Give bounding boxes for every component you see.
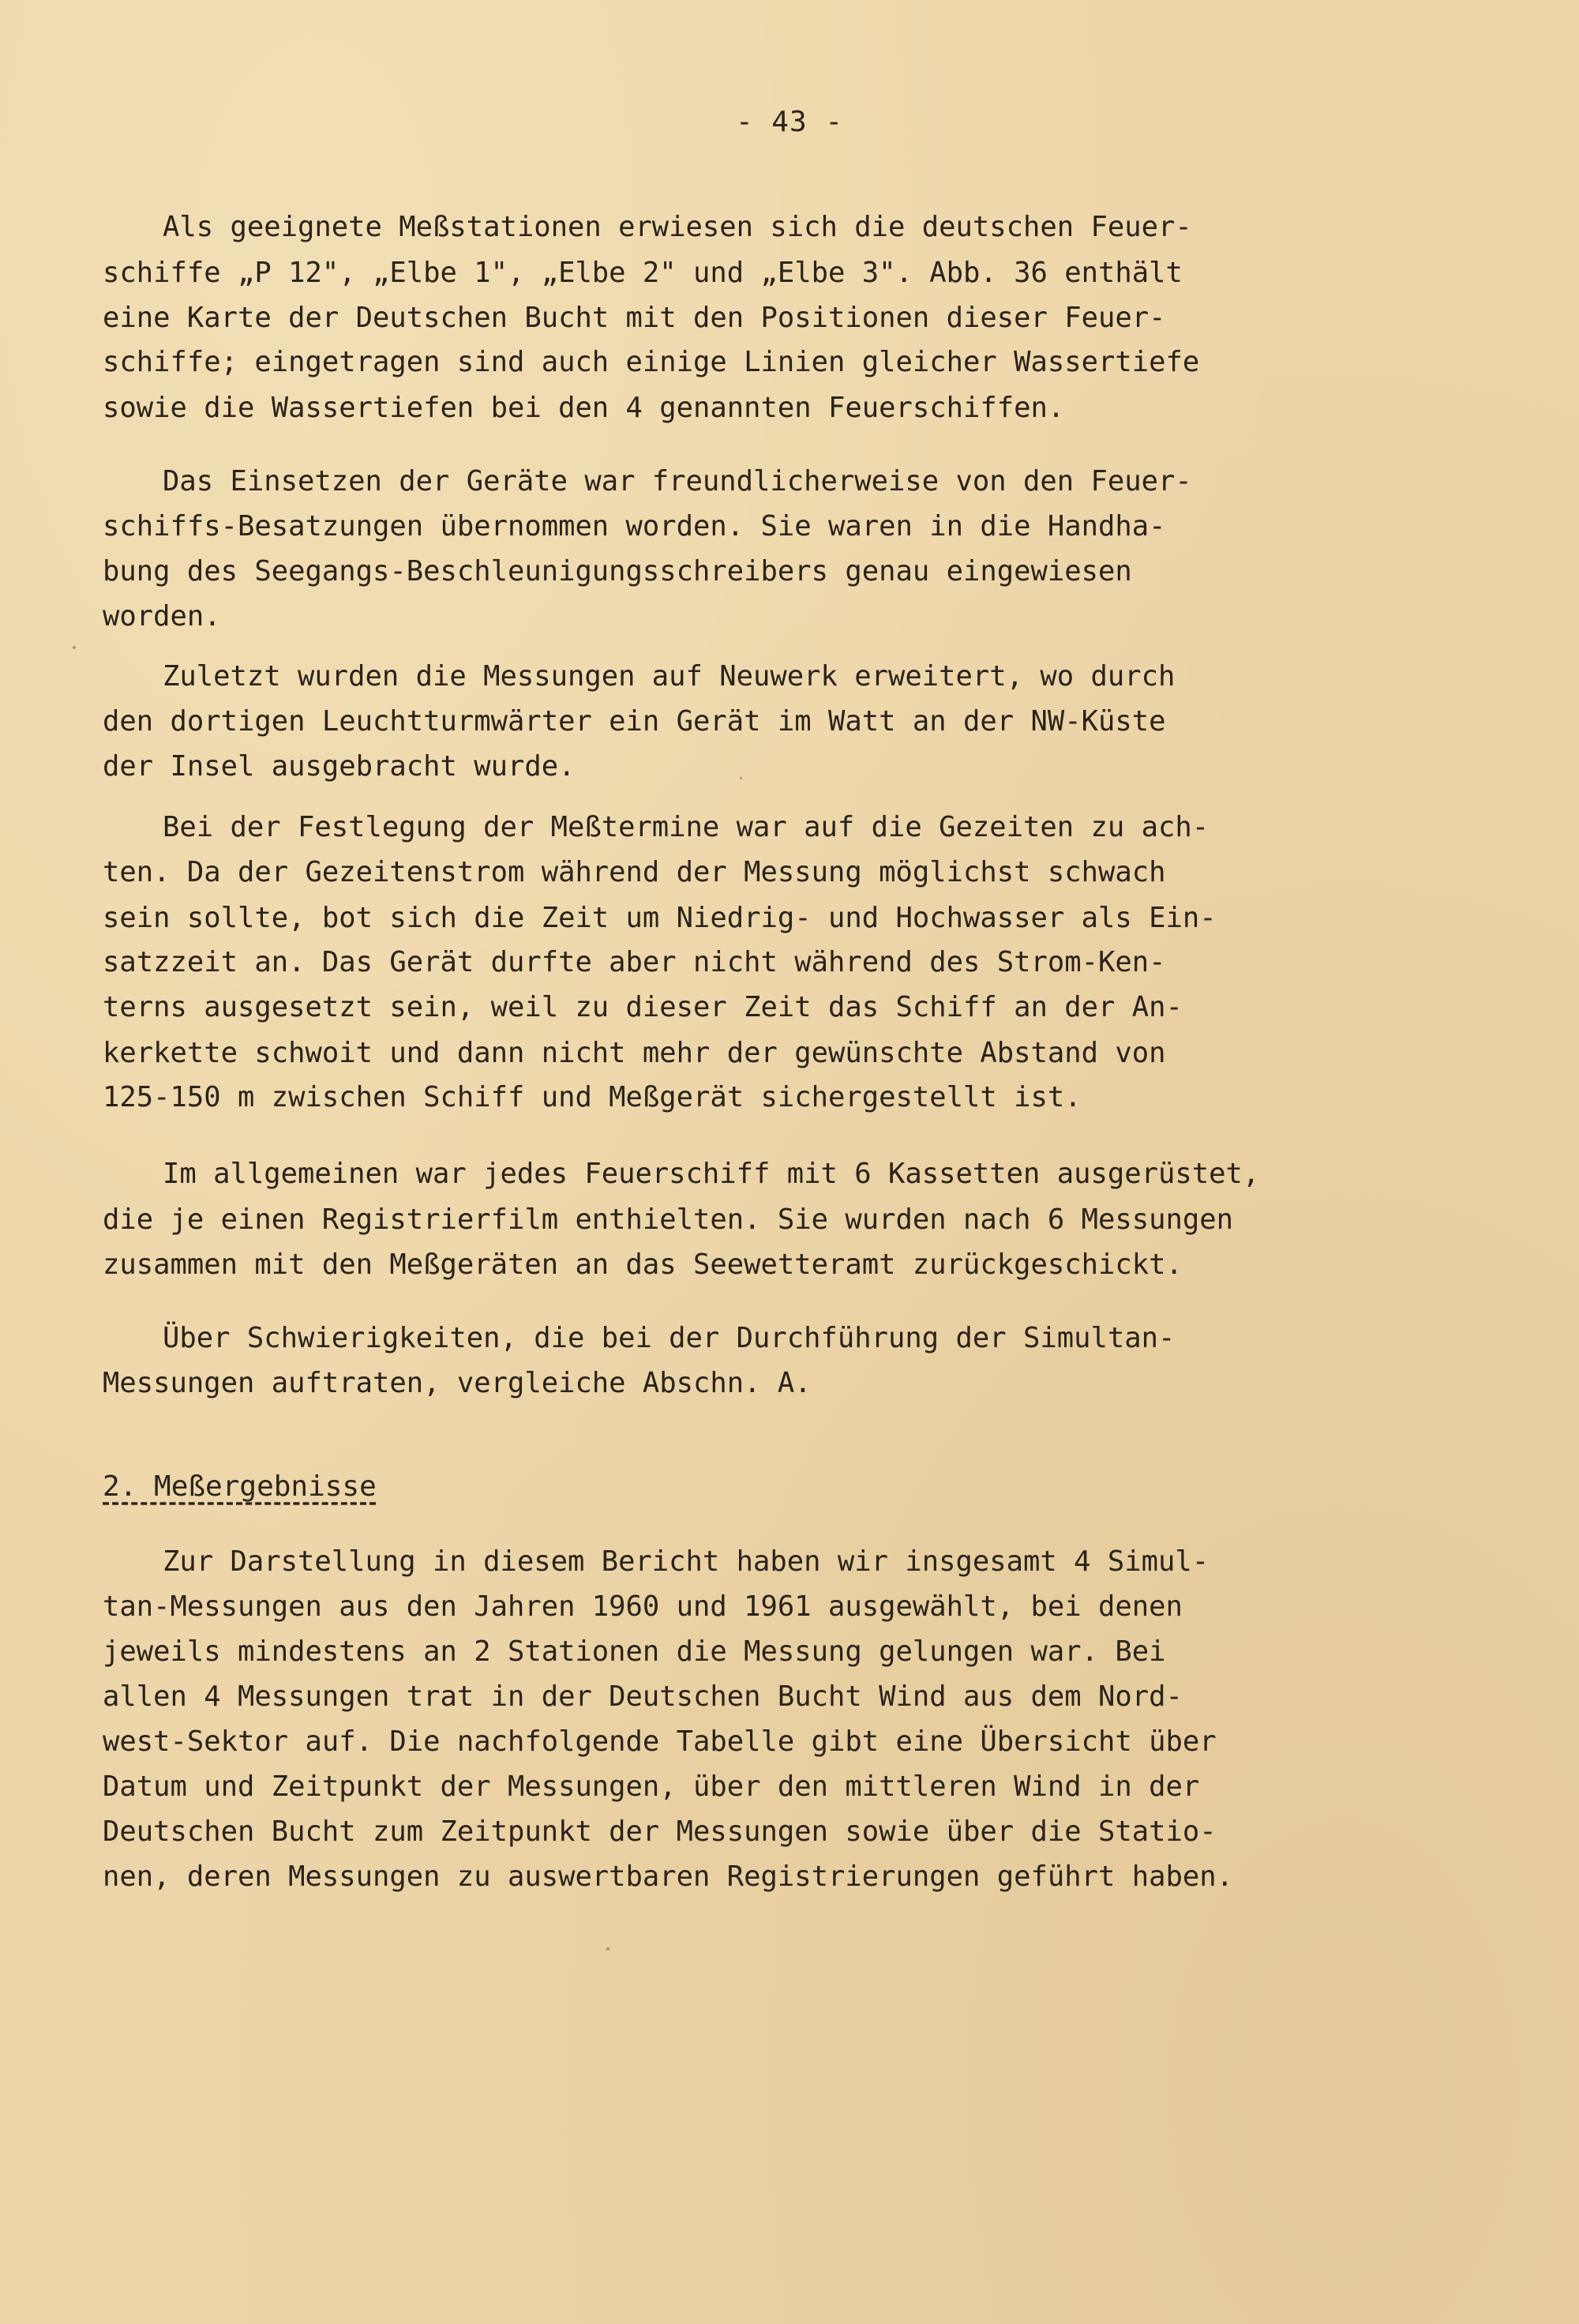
paragraph-5-line: die je einen Registrierfilm enthielten. Sie wurden nach 6 Messungen bbox=[103, 1203, 1233, 1236]
paragraph-3-line: Zuletzt wurden die Messungen auf Neuwerk erweitert, wo durch bbox=[163, 660, 1176, 693]
paragraph-4-line: sein sollte, bot sich die Zeit um Niedrig- und Hochwasser als Ein- bbox=[103, 902, 1217, 934]
paragraph-4-line: kerkette schwoit und dann nicht mehr der gewünschte Abstand von bbox=[103, 1037, 1166, 1069]
paragraph-1-line: schiffe; eingetragen sind auch einige Linien gleicher Wassertiefe bbox=[103, 346, 1200, 378]
paragraph-2-line: schiffs-Besatzungen übernommen worden. Sie waren in die Handha- bbox=[103, 510, 1166, 543]
paper-speck bbox=[73, 646, 76, 649]
paper-speck bbox=[740, 777, 742, 779]
paragraph-5-line: zusammen mit den Meßgeräten an das Seewetteramt zurückgeschickt. bbox=[103, 1248, 1183, 1281]
paragraph-7-line: nen, deren Messungen zu auswertbaren Registrierungen geführt haben. bbox=[103, 1860, 1233, 1893]
paragraph-4-line: terns ausgesetzt sein, weil zu dieser Zeit das Schiff an der An- bbox=[103, 991, 1183, 1023]
paragraph-6-line: Messungen auftraten, vergleiche Abschn. A. bbox=[103, 1367, 812, 1399]
paragraph-6-line: Über Schwierigkeiten, die bei der Durchführung der Simultan- bbox=[163, 1322, 1176, 1354]
paragraph-7-line: allen 4 Messungen trat in der Deutschen Bucht Wind aus dem Nord- bbox=[103, 1680, 1183, 1713]
section-heading: 2. Meßergebnisse bbox=[103, 1470, 377, 1503]
paragraph-5-line: Im allgemeinen war jedes Feuerschiff mit 6 Kassetten ausgerüstet, bbox=[163, 1158, 1260, 1190]
paragraph-7-line: Deutschen Bucht zum Zeitpunkt der Messungen sowie über die Statio- bbox=[103, 1815, 1217, 1848]
page-number: - 43 - bbox=[735, 106, 844, 138]
paper-speck bbox=[606, 1947, 609, 1950]
paragraph-4-line: Bei der Festlegung der Meßtermine war auf die Gezeiten zu ach- bbox=[163, 811, 1210, 843]
paragraph-1-line: Als geeignete Meßstationen erwiesen sich die deutschen Feuer- bbox=[163, 211, 1192, 243]
paragraph-7-line: tan-Messungen aus den Jahren 1960 und 1961 ausgewählt, bei denen bbox=[103, 1590, 1183, 1623]
paragraph-3-line: der Insel ausgebracht wurde. bbox=[103, 750, 576, 783]
paragraph-1-line: eine Karte der Deutschen Bucht mit den Positionen dieser Feuer- bbox=[103, 302, 1166, 334]
paragraph-2-line: Das Einsetzen der Geräte war freundlicherweise von den Feuer- bbox=[163, 465, 1192, 497]
paragraph-2-line: bung des Seegangs-Beschleunigungsschreibers genau eingewiesen bbox=[103, 555, 1132, 588]
paragraph-7-line: jeweils mindestens an 2 Stationen die Messung gelungen war. Bei bbox=[103, 1635, 1166, 1668]
paragraph-7-line: Zur Darstellung in diesem Bericht haben wir insgesamt 4 Simul- bbox=[163, 1545, 1210, 1578]
paragraph-7-line: Datum und Zeitpunkt der Messungen, über den mittleren Wind in der bbox=[103, 1770, 1200, 1803]
paragraph-7-line: west-Sektor auf. Die nachfolgende Tabelle gibt eine Übersicht über bbox=[103, 1725, 1217, 1758]
paragraph-3-line: den dortigen Leuchtturmwärter ein Gerät im Watt an der NW-Küste bbox=[103, 705, 1166, 738]
paragraph-2-line: worden. bbox=[103, 600, 221, 633]
paragraph-4-line: satzzeit an. Das Gerät durfte aber nicht während des Strom-Ken- bbox=[103, 946, 1166, 978]
paragraph-1-line: sowie die Wassertiefen bei den 4 genannten Feuerschiffen. bbox=[103, 392, 1065, 424]
paragraph-4-line: 125-150 m zwischen Schiff und Meßgerät sichergestellt ist. bbox=[103, 1081, 1082, 1113]
paragraph-4-line: ten. Da der Gezeitenstrom während der Messung möglichst schwach bbox=[103, 856, 1166, 888]
paragraph-1-line: schiffe „P 12", „Elbe 1", „Elbe 2" und „Elbe 3". Abb. 36 enthält bbox=[103, 257, 1183, 289]
